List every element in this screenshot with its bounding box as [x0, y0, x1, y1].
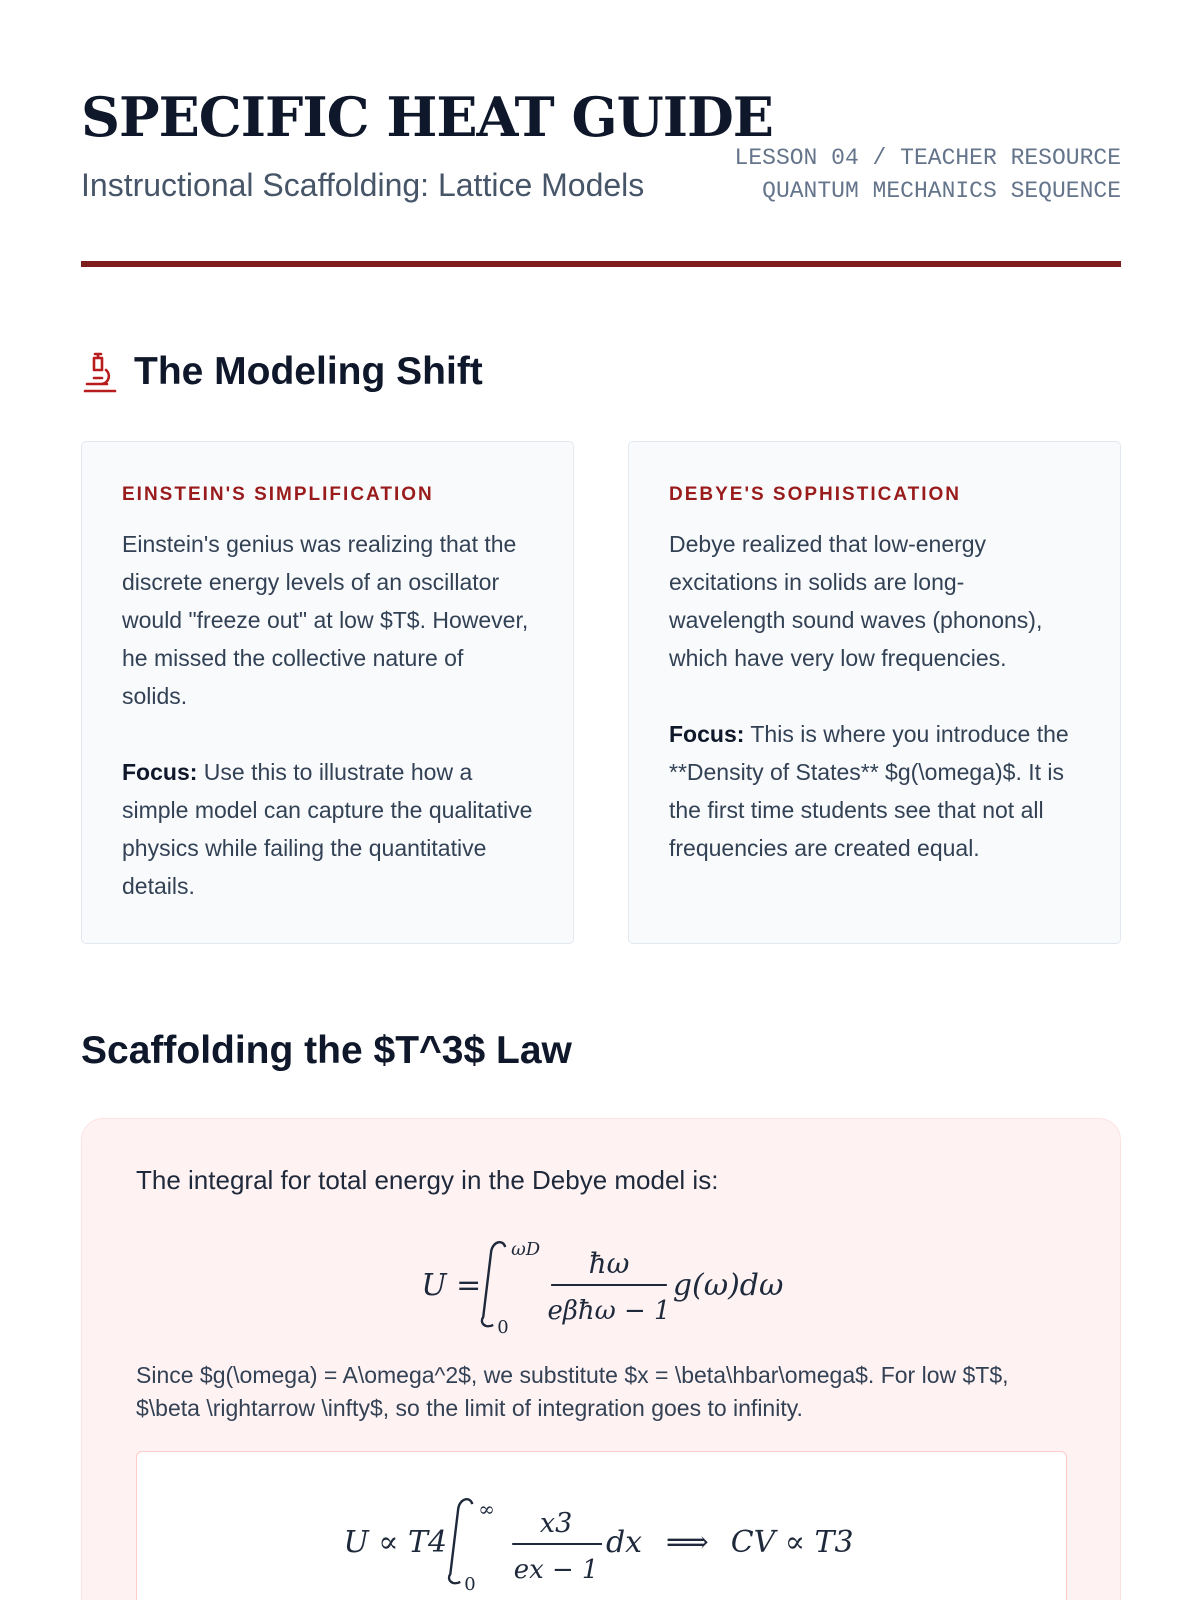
focus-label: Focus:: [669, 721, 745, 747]
eq1-lhs: U =: [421, 1267, 482, 1303]
page-header: [81, 86, 1121, 204]
eq1-tail: g(ω)dω: [672, 1267, 784, 1303]
section-heading-t3-law: Scaffolding the $T^3$ Law: [81, 1029, 572, 1072]
card-focus: [669, 715, 1080, 867]
integral-sign: [449, 1499, 472, 1583]
section-heading-modeling-shift: [82, 348, 483, 396]
eq2-lower-limit: 0: [464, 1573, 476, 1595]
eq1-denominator: eβħω − 1: [547, 1295, 671, 1326]
card-body: Debye realized that low-energy excitations in solids are long-wavelength sound waves (phonons), which have very low frequencies.: [669, 531, 1043, 671]
eq2-result: CV ∝ T3: [730, 1525, 854, 1560]
debye-energy-equation: [82, 1237, 1120, 1337]
integral-sign: [482, 1242, 505, 1326]
result-equation-box: [136, 1451, 1067, 1600]
card-label: DEBYE'S SOPHISTICATION: [669, 484, 962, 505]
lesson-meta-line2: QUANTUM MECHANICS SEQUENCE: [762, 178, 1121, 204]
page-subtitle: Instructional Scaffolding: Lattice Models: [81, 167, 645, 203]
card-focus: [122, 753, 533, 905]
eq2-denominator: ex − 1: [513, 1554, 599, 1585]
focus-text: Use this to illustrate how a simple model can capture the qualitative physics while failing the quantitative details.: [122, 759, 533, 899]
eq2-tail: dx: [605, 1525, 643, 1560]
lesson-meta: [735, 142, 1121, 208]
t3-law-equation: [137, 1452, 1066, 1600]
focus-text: This is where you introduce the **Density of States** $g(\omega)$. It is the first time students see that not all frequencies are created equal.: [669, 721, 1069, 861]
focus-label: Focus:: [122, 759, 198, 785]
eq2-upper-limit: ∞: [478, 1497, 495, 1522]
eq1-lower-limit: 0: [497, 1316, 509, 1337]
lesson-meta-line1: LESSON 04 / TEACHER RESOURCE: [734, 145, 1121, 171]
derivation-intro: The integral for total energy in the Debye model is:: [136, 1165, 719, 1195]
derivation-panel: [81, 1118, 1121, 1600]
card-label: EINSTEIN'S SIMPLIFICATION: [122, 484, 434, 505]
eq1-numerator: ħω: [588, 1247, 630, 1281]
eq2-lhs: U ∝ T4: [343, 1525, 448, 1560]
einstein-card: [81, 441, 574, 944]
implies-arrow: ⟹: [665, 1525, 709, 1560]
debye-card: [628, 441, 1121, 944]
card-body: Einstein's genius was realizing that the discrete energy levels of an oscillator would "freeze out" at low $T$. However, he missed the collective nature of solids.: [122, 531, 529, 709]
microscope-icon: [82, 350, 118, 394]
page-title: SPECIFIC HEAT GUIDE: [81, 85, 773, 149]
derivation-note: Since $g(\omega) = A\omega^2$, we substitute $x = \beta\hbar\omega$. For low $T$, $\beta \rightarrow \infty$, so the limit of integration goes to infinity.: [136, 1362, 1009, 1421]
section-title: The Modeling Shift: [134, 350, 483, 393]
header-divider: [81, 261, 1121, 267]
eq1-upper-limit: ωD: [511, 1239, 541, 1261]
eq2-numerator: x3: [539, 1508, 573, 1540]
